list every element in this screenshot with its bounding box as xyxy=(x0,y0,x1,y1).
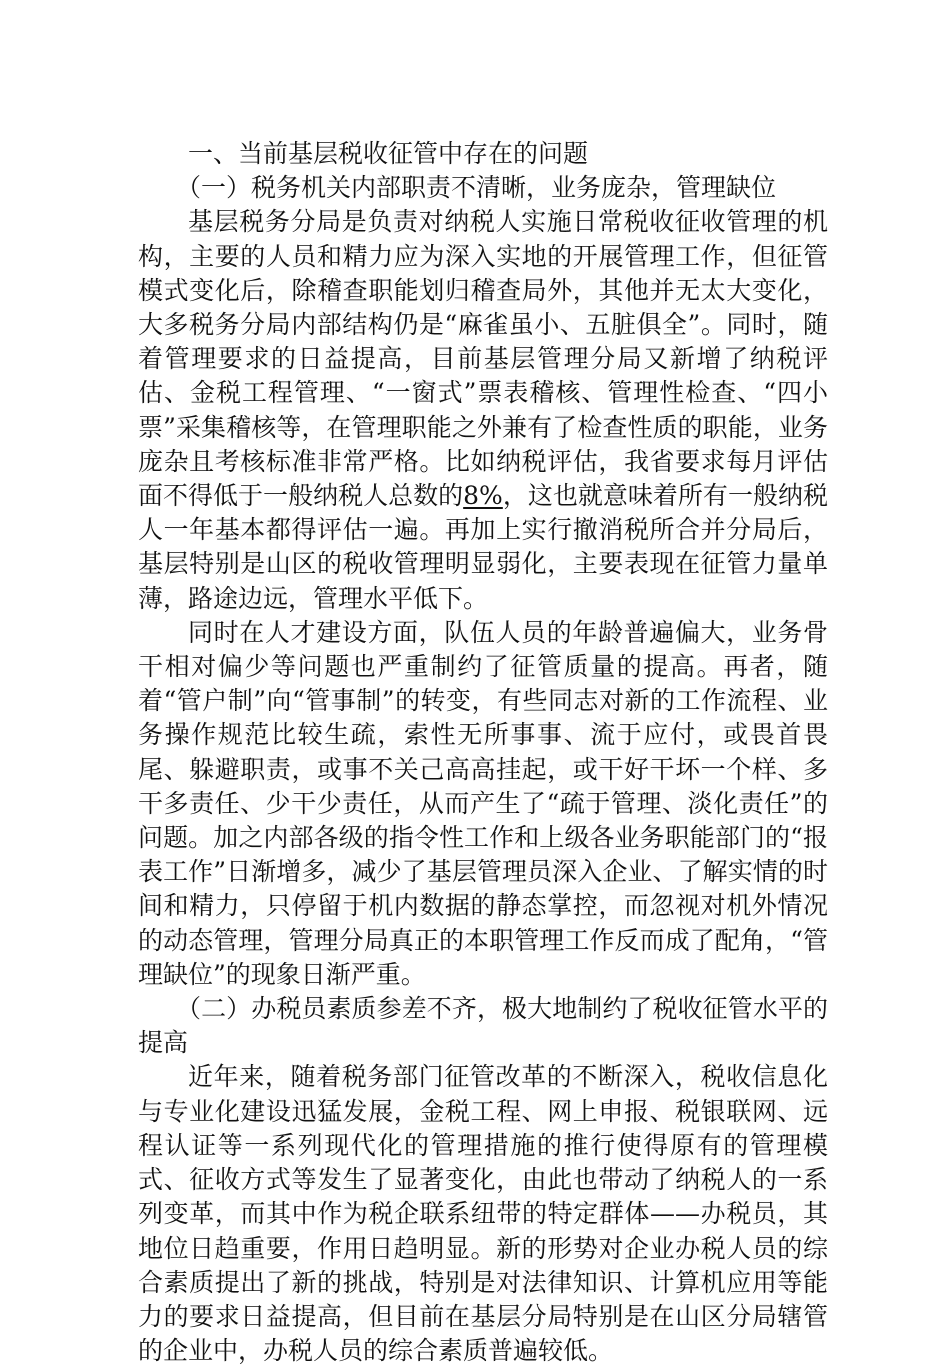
subsection-heading-2: （二）办税员素质参差不齐，极大地制约了税收征管水平的提高 xyxy=(138,994,828,1058)
paragraph-1-text-b: ，这也就意味着所有一般纳税人一年基本都得评估一遍。再加上实行撤消税所合并分局后，基层特别是山区的税收管理明显弱化，主要表现在征管力量单薄，路途边远，管理水平低下。 xyxy=(138,481,828,613)
paragraph-3: 近年来，随着税务部门征管改革的不断深入，税收信息化与专业化建设迅猛发展，金税工程、网上申报、税银联网、远程认证等一系列现代化的管理措施的推行使得原有的管理模式、征收方式等发生了显著变化，由此也带动了纳税人的一系列变革，而其中作为税企联系纽带的特定群体——办税员，其地位日趋重要，作用日趋明显。新的形势对企业办税人员的综合素质提出了新的挑战，特别是对法律知识、计算机应用等能力的要求日益提高，但目前在基层分局特别是在山区分局辖管的企业中，办税人员的综合素质普遍较低。 xyxy=(138,1062,828,1366)
paragraph-1 xyxy=(138,205,828,615)
section-heading: 一、当前基层税收征管中存在的问题 xyxy=(188,139,589,168)
subsection-heading-1: （一）税务机关内部职责不清晰，业务庞杂，管理缺位 xyxy=(176,173,777,203)
document-body xyxy=(138,137,828,1368)
percent-value: 8% xyxy=(463,481,503,511)
paragraph-1-text-a: 基层税务分局是负责对纳税人实施日常税收征收管理的机构，主要的人员和精力应为深入实地的开展管理工作，但征管模式变化后，除稽查职能划归稽查局外，其他并无太大变化，大多税务分局内部结构仍是“麻雀虽小、五脏俱全”。同时，随着管理要求的日益提高，目前基层管理分局又新增了纳税评估、金税工程管理、“一窗式”票表稽核、管理性检查、“四小票”采集稽核等，在管理职能之外兼有了检查性质的职能，业务庞杂且考核标准非常严格。比如纳税评估，我省要求每月评估面不得低于一般纳税人总数的 xyxy=(138,207,828,511)
paragraph-2: 同时在人才建设方面，队伍人员的年龄普遍偏大，业务骨干相对偏少等问题也严重制约了征管质量的提高。再者，随着“管户制”向“管事制”的转变，有些同志对新的工作流程、业务操作规范比较生疏，索性无所事事、流于应付，或畏首畏尾、躲避职责，或事不关己高高挂起，或干好干坏一个样、多干多责任、少干少责任，从而产生了“疏于管理、淡化责任”的问题。加之内部各级的指令性工作和上级各业务职能部门的“报表工作”日渐增多，减少了基层管理员深入企业、了解实情的时间和精力，只停留于机内数据的静态掌控，而忽视对机外情况的动态管理，管理分局真正的本职管理工作反而成了配角，“管理缺位”的现象日渐严重。 xyxy=(138,617,828,989)
